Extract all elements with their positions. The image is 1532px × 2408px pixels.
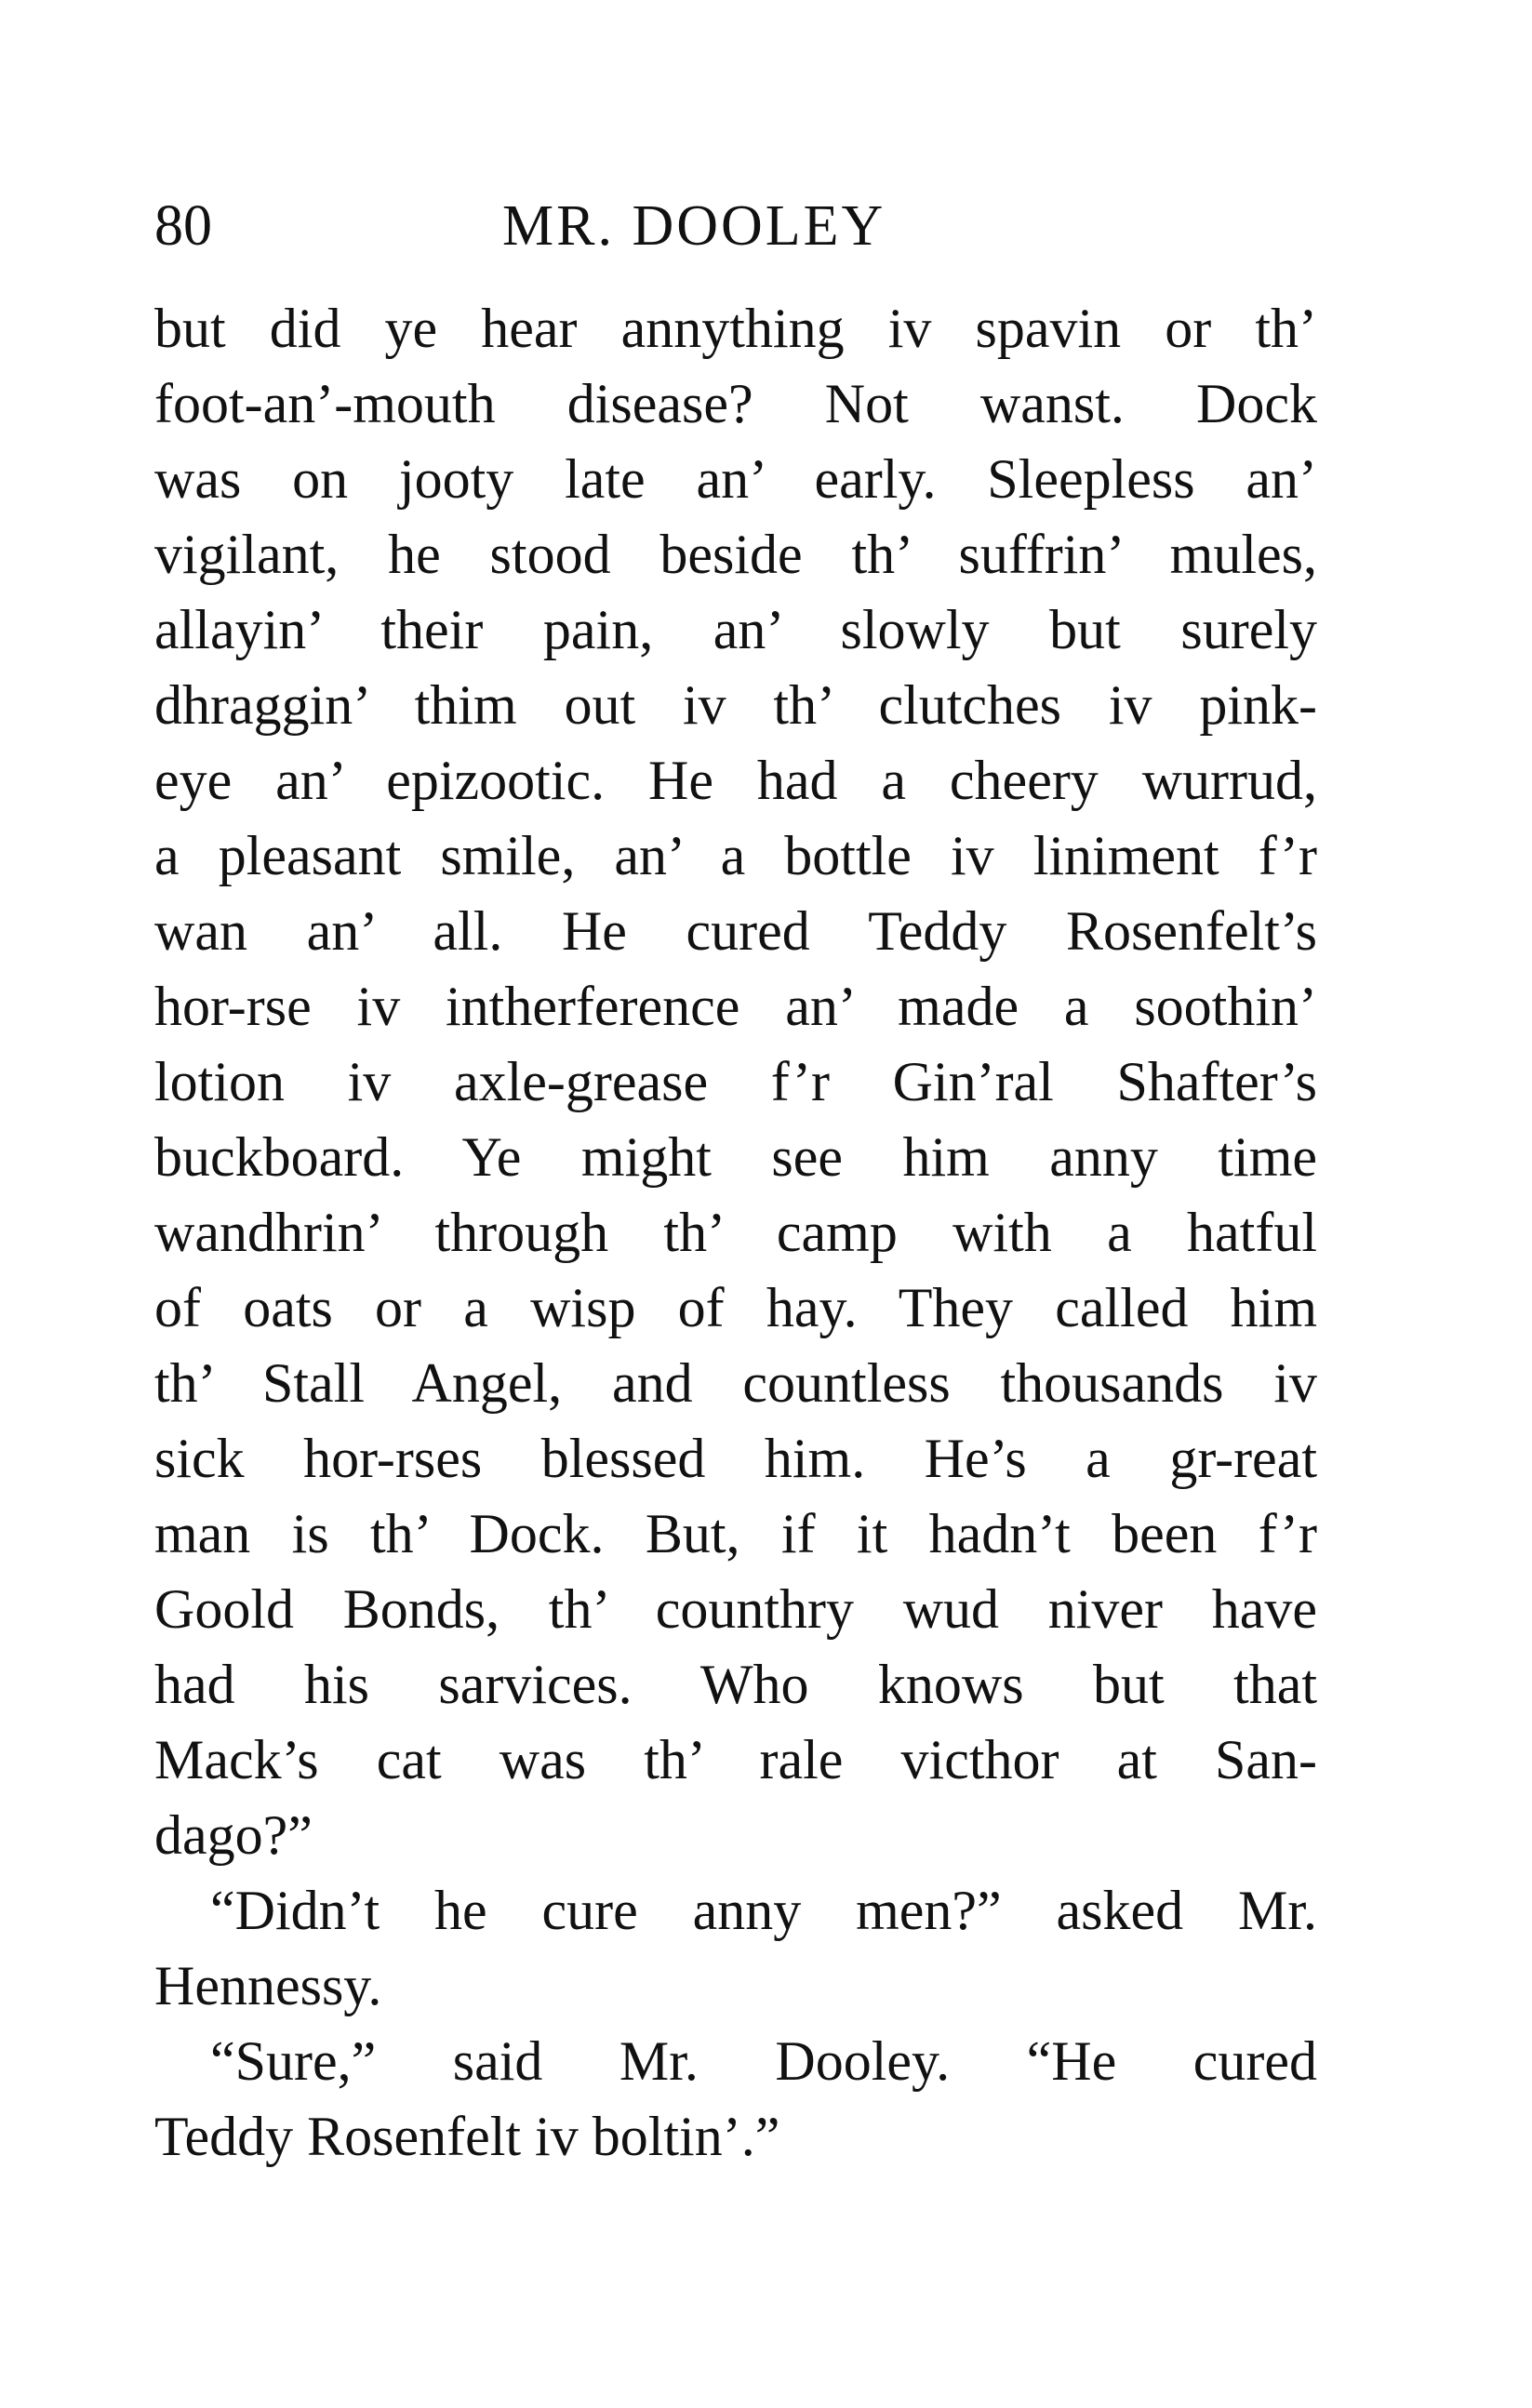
text-line: Teddy Rosenfelt iv boltin’.” (154, 2106, 780, 2167)
text-line: Hennessy. (154, 1955, 382, 2016)
text-line: eye an’ epizootic. He had a cheery wurrud, (154, 750, 1317, 811)
text-line: Goold Bonds, th’ counthry wud niver have (154, 1578, 1317, 1640)
body-text (154, 291, 1317, 2175)
running-title: MR. DOOLEY (502, 194, 886, 258)
text-line: foot-an’-mouth disease? Not wanst. Dock (154, 373, 1317, 434)
text-line: hor-rse iv intherference an’ made a soothin’ (154, 976, 1317, 1037)
text-line: lotion iv axle-grease f’r Gin’ral Shafter’s (154, 1051, 1317, 1112)
text-line: wan an’ all. He cured Teddy Rosenfelt’s (154, 900, 1317, 962)
page-number: 80 (154, 194, 212, 258)
running-head (154, 193, 1326, 259)
text-line: Mack’s cat was th’ rale victhor at San- (154, 1729, 1317, 1790)
text-line: dhraggin’ thim out iv th’ clutches iv pink- (154, 674, 1317, 736)
text-line: had his sarvices. Who knows but that (154, 1654, 1317, 1715)
text-line: th’ Stall Angel, and countless thousands iv (154, 1352, 1317, 1414)
text-line: of oats or a wisp of hay. They called him (154, 1277, 1317, 1338)
text-line: buckboard. Ye might see him anny time (154, 1126, 1317, 1188)
text-line: “Didn’t he cure anny men?” asked Mr. (210, 1880, 1317, 1941)
text-line: allayin’ their pain, an’ slowly but surely (154, 599, 1317, 660)
text-line: “Sure,” said Mr. Dooley. “He cured (210, 2030, 1317, 2092)
text-line: sick hor-rses blessed him. He’s a gr-reat (154, 1428, 1317, 1489)
text-line: vigilant, he stood beside th’ suffrin’ mules, (154, 524, 1317, 585)
text-line: was on jooty late an’ early. Sleepless an’ (154, 448, 1317, 510)
text-line: but did ye hear annything iv spavin or th’ (154, 298, 1317, 359)
text-line: dago?” (154, 1804, 313, 1866)
text-line: wandhrin’ through th’ camp with a hatful (154, 1202, 1317, 1263)
text-line: a pleasant smile, an’ a bottle iv liniment f’r (154, 825, 1317, 886)
text-line: man is th’ Dock. But, if it hadn’t been f’r (154, 1503, 1317, 1564)
